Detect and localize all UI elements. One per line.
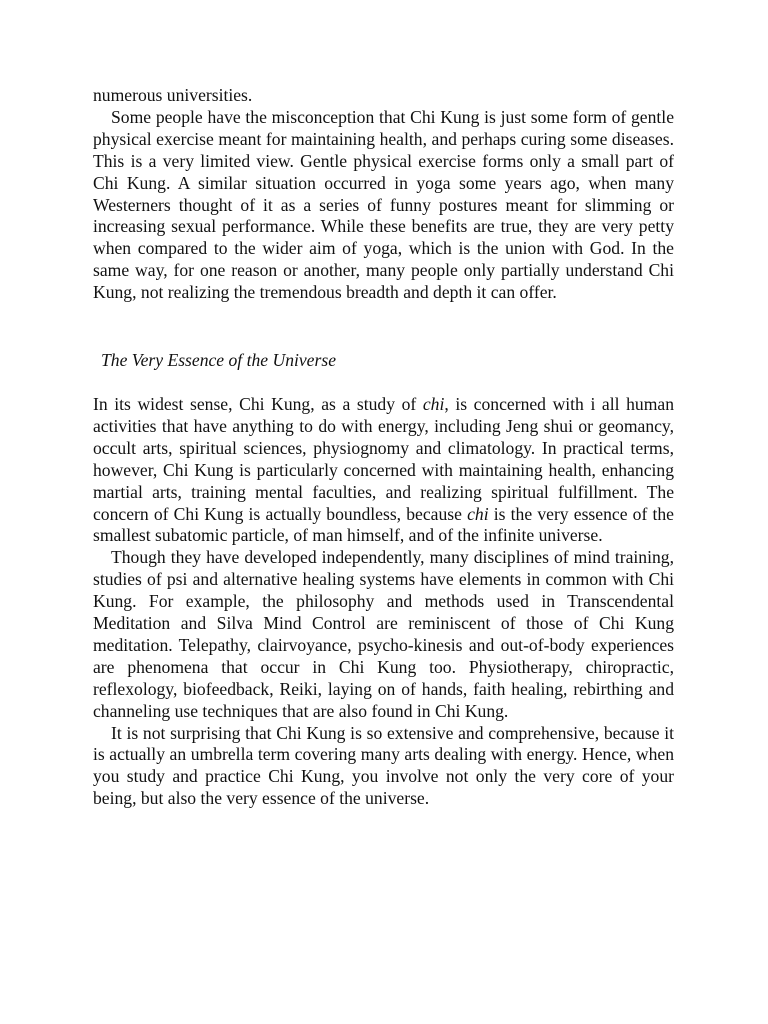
paragraph-disciplines: Though they have developed independently, many disciplines of mind training, studies of psi and alternative healing systems have elements in common with Chi Kung. For example, the philosophy and methods used in Transcendental Meditation and Silva Mind Control are reminiscent of those of Chi Kung meditation. Telepathy, clairvoyance, psycho-kinesis and out-of-body experiences are phenomena that occur in Chi Kung too. Physiotherapy, chiropractic, reflexology, biofeedback, Reiki, laying on of hands, faith healing, rebirthing and channeling use techniques that are also found in Chi Kung. <box>93 547 674 721</box>
section-spacer <box>93 372 674 394</box>
italic-term: chi <box>422 393 445 414</box>
section-heading: The Very Essence of the Universe <box>101 350 336 371</box>
italic-term: chi <box>467 503 489 524</box>
paragraph-continuation: numerous universities. <box>93 85 253 105</box>
text-run: is the very essence of the smallest subatomic particle, of man himself, and of the infinite universe. <box>93 503 674 546</box>
section-spacer <box>93 304 674 350</box>
paragraph-umbrella-term: It is not surprising that Chi Kung is so extensive and comprehensive, because it is actually an umbrella term covering many arts dealing with energy. Hence, when you study and practice Chi Kung, you involve not only the very core of your being, but also the very essence of the universe. <box>93 722 674 809</box>
text-run: , is concerned with i all human activities that have anything to do with energy, including Jeng shui or geomancy, occult arts, spiritual sciences, physiognomy and climatology. In practical terms, however, Chi Kung is particularly concerned with maintaining health, enhancing martial arts, training mental faculties, and realizing spiritual fulfillment. The concern of Chi Kung is actually boundless, because <box>93 393 674 524</box>
text-run: In its widest sense, Chi Kung, as a study of <box>93 393 423 414</box>
page-body <box>93 85 674 810</box>
paragraph-misconception: Some people have the misconception that Chi Kung is just some form of gentle physical exercise meant for maintaining health, and perhaps curing some diseases. This is a very limited view. Gentle physical exercise forms only a small part of Chi Kung. A similar situation occurred in yoga some years ago, when many Westerners thought of it as a series of funny postures meant for slimming or increasing sexual performance. While these benefits are true, they are very petty when compared to the wider aim of yoga, which is the union with God. In the same way, for one reason or another, many people only partially understand Chi Kung, not realizing the tremendous breadth and depth it can offer. <box>93 106 674 303</box>
paragraph-widest-sense <box>93 394 674 547</box>
